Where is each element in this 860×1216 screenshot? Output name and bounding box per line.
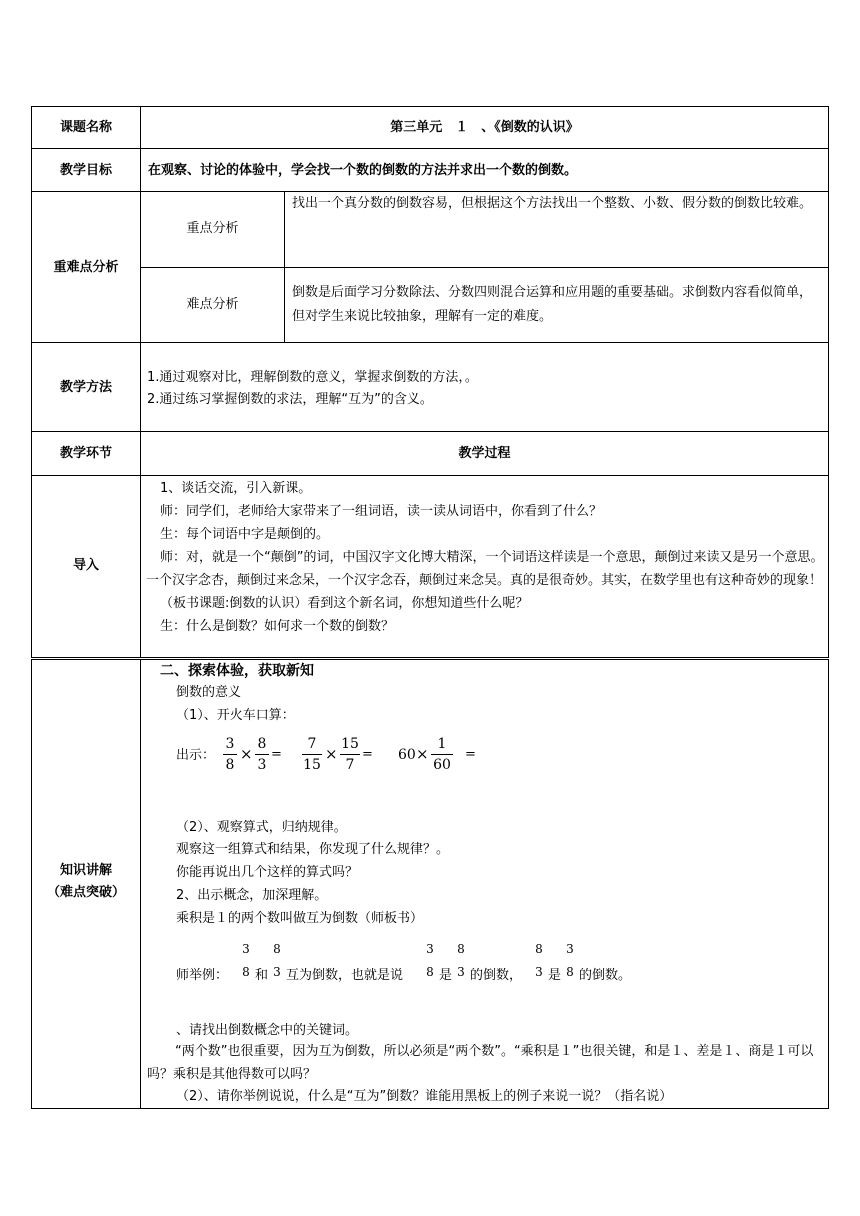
equals-sign: = — [271, 747, 282, 762]
fraction: 8 3 — [535, 942, 543, 979]
step-3: 2、出示概念，加深理解。 — [176, 888, 328, 903]
equals-sign: = — [465, 747, 476, 762]
table-border — [828, 659, 829, 1109]
table-border — [31, 659, 829, 660]
fraction: 3 8 — [426, 942, 434, 979]
label-knowledge: 知识讲解 — [59, 863, 112, 878]
knowledge-heading: 二、探索体验，获取新知 — [160, 663, 314, 679]
label-stage: 教学环节 — [59, 446, 112, 461]
intro-line: 生：什么是倒数？如何求一个数的倒数？ — [160, 619, 395, 634]
fraction: 8 3 — [457, 942, 465, 979]
objective-text: 在观察、讨论的体验中，学会找一个数的倒数的方法并求出一个数的倒数。 — [148, 163, 578, 178]
whole-number: 60 — [398, 747, 416, 763]
fraction: 8 3 — [255, 735, 269, 774]
key-words-prompt: 、请找出倒数概念中的关键词。 — [176, 1023, 359, 1038]
example-mutual: 互为倒数，也就是说 — [286, 968, 404, 983]
step-2: （2）、观察算式，归纳规律。 — [176, 820, 347, 835]
table-border — [31, 106, 829, 107]
fraction: 7 15 — [303, 736, 321, 773]
table-border — [31, 431, 829, 432]
times-sign: × — [416, 745, 429, 763]
intro-line: 师：同学们，老师给大家带来了一组词语，读一读从词语中，你看到了什么？ — [160, 504, 603, 519]
table-border — [140, 659, 141, 1109]
label-difficult-point: 难点分析 — [186, 297, 239, 312]
fraction: 15 7 — [341, 736, 359, 773]
table-border — [31, 657, 829, 658]
intro-line: 生：每个词语中字是颠倒的。 — [160, 527, 330, 542]
table-border — [828, 106, 829, 658]
example-is: 是 — [548, 968, 562, 983]
table-border — [31, 659, 32, 1109]
label-lesson-name: 课题名称 — [59, 120, 112, 135]
times-sign: × — [240, 745, 253, 763]
table-border — [31, 148, 829, 149]
last-question: （2）、请你举例说说，什么是“互为”倒数？谁能用黑板上的例子来说一说？（指名说） — [176, 1089, 673, 1104]
show-label: 出示： — [176, 748, 216, 763]
label-intro: 导入 — [72, 558, 99, 573]
key-point-text: 找出一个真分数的倒数容易，但根据这个方法找出一个整数、小数、假分数的倒数比较难。 — [292, 196, 813, 211]
label-knowledge-sub: （难点突破） — [46, 885, 125, 900]
fraction: 3 8 — [566, 942, 574, 979]
equals-sign: = — [362, 747, 373, 762]
label-key-difficult: 重难点分析 — [53, 260, 119, 275]
table-border — [31, 1108, 829, 1109]
table-border — [140, 267, 829, 268]
step-1: （1）、开火车口算： — [176, 708, 295, 723]
example-prefix: 师举例： — [176, 968, 229, 983]
example-of-end: 的倒数。 — [579, 968, 632, 983]
concept-text: 乘积是１的两个数叫做互为倒数（师板书） — [176, 911, 424, 926]
fraction: 1 60 — [431, 735, 453, 774]
example-of: 的倒数， — [470, 968, 523, 983]
method-line-2: 2.通过练习掌握倒数的求法，理解“互为”的含义。 — [147, 392, 433, 407]
method-line-1: 1.通过观察对比，理解倒数的意义，掌握求倒数的方法，。 — [147, 370, 478, 385]
fraction: 3 8 — [242, 942, 250, 979]
table-border — [31, 342, 829, 343]
intro-line: （板书课题:倒数的认识）看到这个新名词，你想知道些什么呢？ — [160, 596, 529, 611]
times-sign: × — [325, 745, 338, 763]
table-border — [284, 191, 285, 342]
fraction: 8 3 — [273, 942, 281, 979]
example-is: 是 — [439, 968, 453, 983]
process-header: 教学过程 — [458, 446, 511, 461]
table-border — [31, 475, 829, 476]
fraction: 3 8 — [223, 735, 237, 774]
question-2: 你能再说出几个这样的算式吗？ — [176, 865, 359, 880]
explain-text: “两个数”也很重要，因为互为倒数，所以必须是“两个数”。“乘积是１”也很关键，和是１、差是１、商是１可以吗？乘积是其他得数可以吗？ — [147, 1044, 814, 1082]
example-and: 和 — [255, 968, 269, 983]
label-method: 教学方法 — [59, 380, 112, 395]
knowledge-sub: 倒数的意义 — [176, 685, 242, 700]
label-objective: 教学目标 — [59, 163, 112, 178]
label-key-point: 重点分析 — [186, 221, 239, 236]
lesson-title: 第三单元 １ 、《倒数的认识》 — [390, 120, 579, 135]
intro-text — [146, 477, 826, 638]
intro-line: 师：对，就是一个“颠倒”的词，中国汉字文化博大精深，一个词语这样读是一个意思，颠倒过来读又是另一个意思。一个汉字念杏，颠倒过来念呆，一个汉字念吞，颠倒过来念吴。真的是很奇妙。其实，在数学里也有这种奇妙的现象！ — [146, 550, 824, 588]
intro-line: 1、谈话交流，引入新课。 — [160, 481, 312, 496]
difficult-point-text: 倒数是后面学习分数除法、分数四则混合运算和应用题的重要基础。求倒数内容看似简单，但对学生来说比较抽象，理解有一定的难度。 — [292, 285, 813, 324]
question-1: 观察这一组算式和结果，你发现了什么规律？。 — [176, 842, 450, 857]
